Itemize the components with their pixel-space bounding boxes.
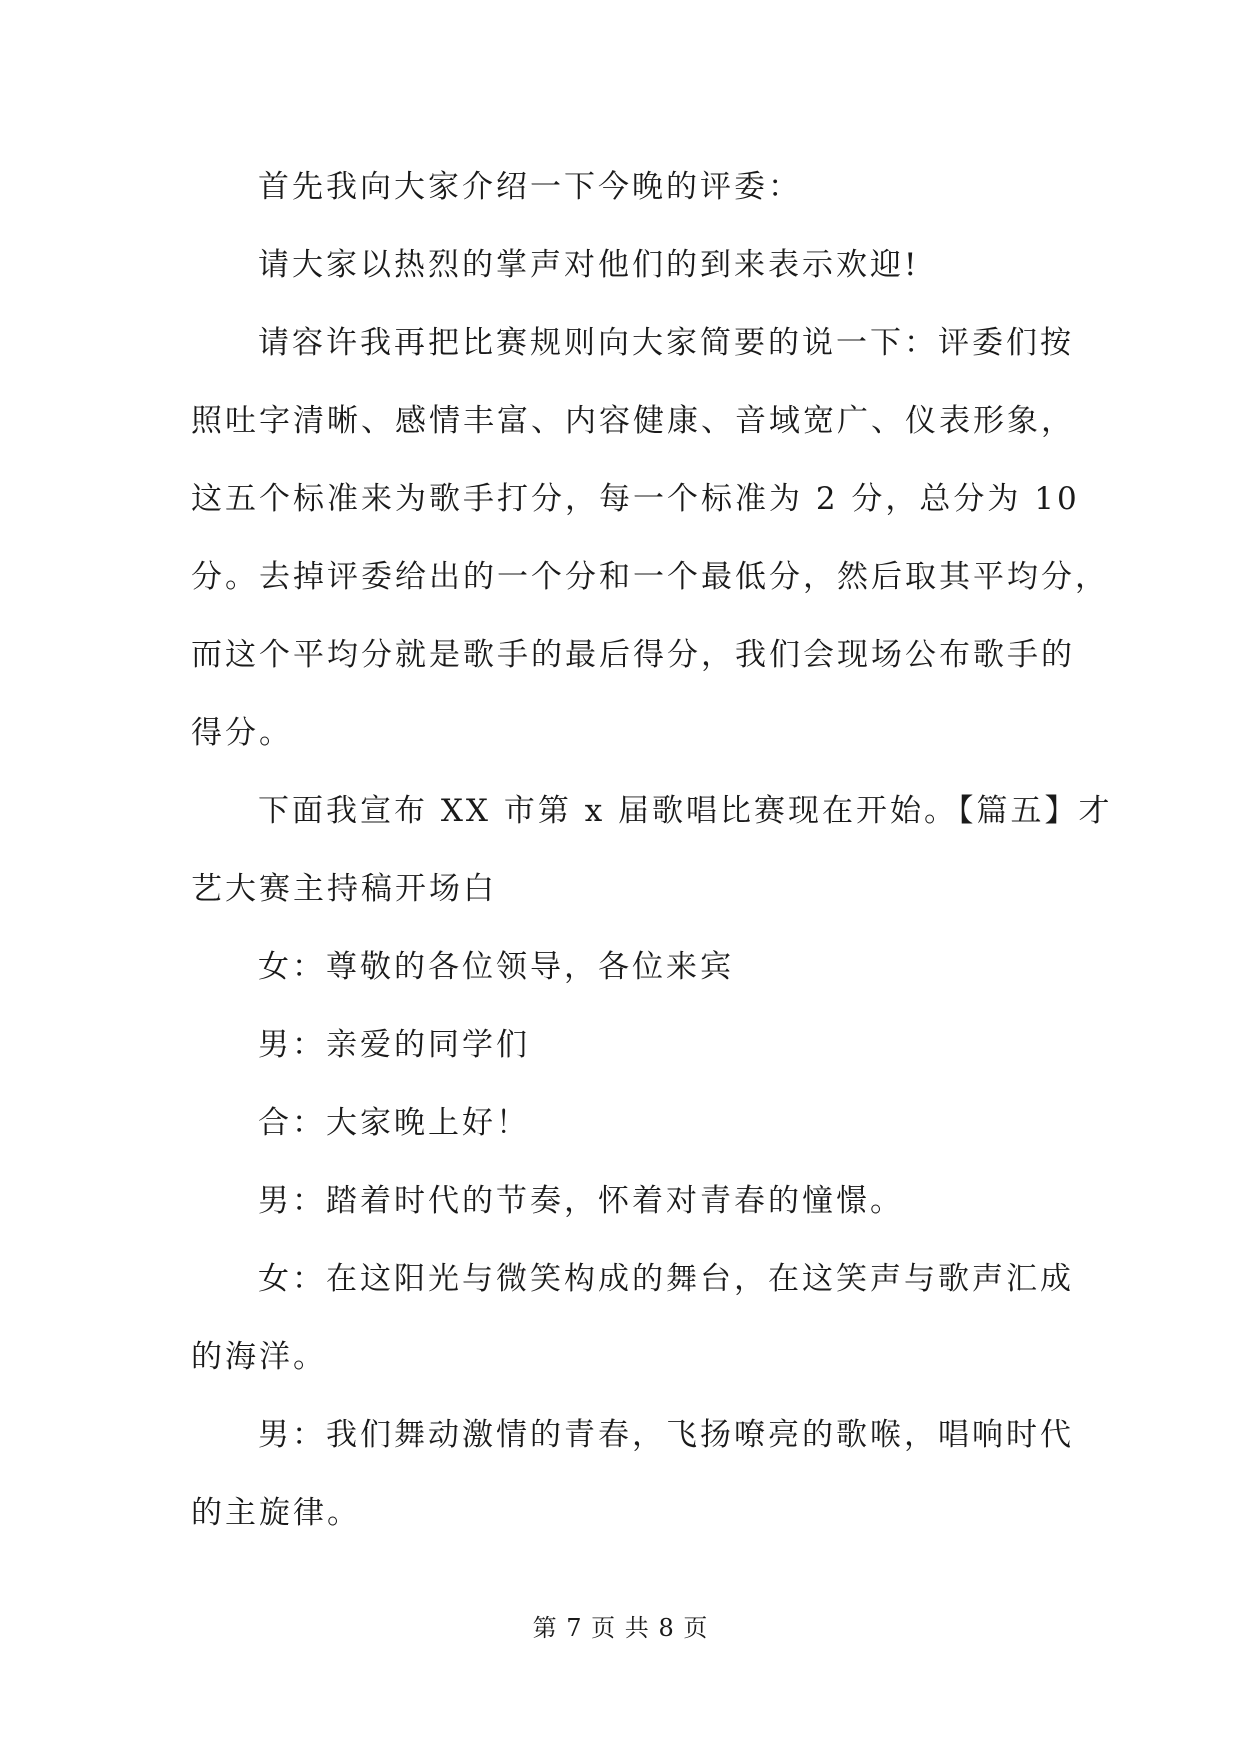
text-line: 请容许我再把比赛规则向大家简要的说一下：评委们按 (258, 325, 1074, 361)
text-line: 首先我向大家介绍一下今晚的评委： (258, 169, 802, 205)
text-line: 而这个平均分就是歌手的最后得分，我们会现场公布歌手的 (191, 637, 1075, 673)
text-line: 这五个标准来为歌手打分，每一个标准为 2 分，总分为 10 (191, 481, 1080, 517)
text-line: 男：我们舞动激情的青春，飞扬嘹亮的歌喉，唱响时代 (258, 1417, 1074, 1453)
text-line: 分。去掉评委给出的一个分和一个最低分，然后取其平均分， (191, 559, 1109, 595)
text-line: 女：尊敬的各位领导，各位来宾 (258, 949, 734, 985)
text-line: 的主旋律。 (191, 1495, 361, 1531)
text-line: 男：踏着时代的节奏，怀着对青春的憧憬。 (258, 1183, 904, 1219)
text-line: 请大家以热烈的掌声对他们的到来表示欢迎! (258, 247, 920, 283)
text-line: 女：在这阳光与微笑构成的舞台，在这笑声与歌声汇成 (258, 1261, 1074, 1297)
text-line: 照吐字清晰、感情丰富、内容健康、音域宽广、仪表形象， (191, 403, 1075, 439)
text-line: 的海洋。 (191, 1339, 327, 1375)
text-line: 艺大赛主持稿开场白 (191, 871, 497, 907)
text-line: 合：大家晚上好！ (258, 1105, 530, 1141)
page-number-footer: 第 7 页 共 8 页 (532, 1614, 709, 1642)
text-line: 男：亲爱的同学们 (258, 1027, 530, 1063)
text-line: 得分。 (191, 715, 293, 751)
text-line: 下面我宣布 XX 市第 x 届歌唱比赛现在开始。【篇五】才 (258, 793, 1113, 829)
